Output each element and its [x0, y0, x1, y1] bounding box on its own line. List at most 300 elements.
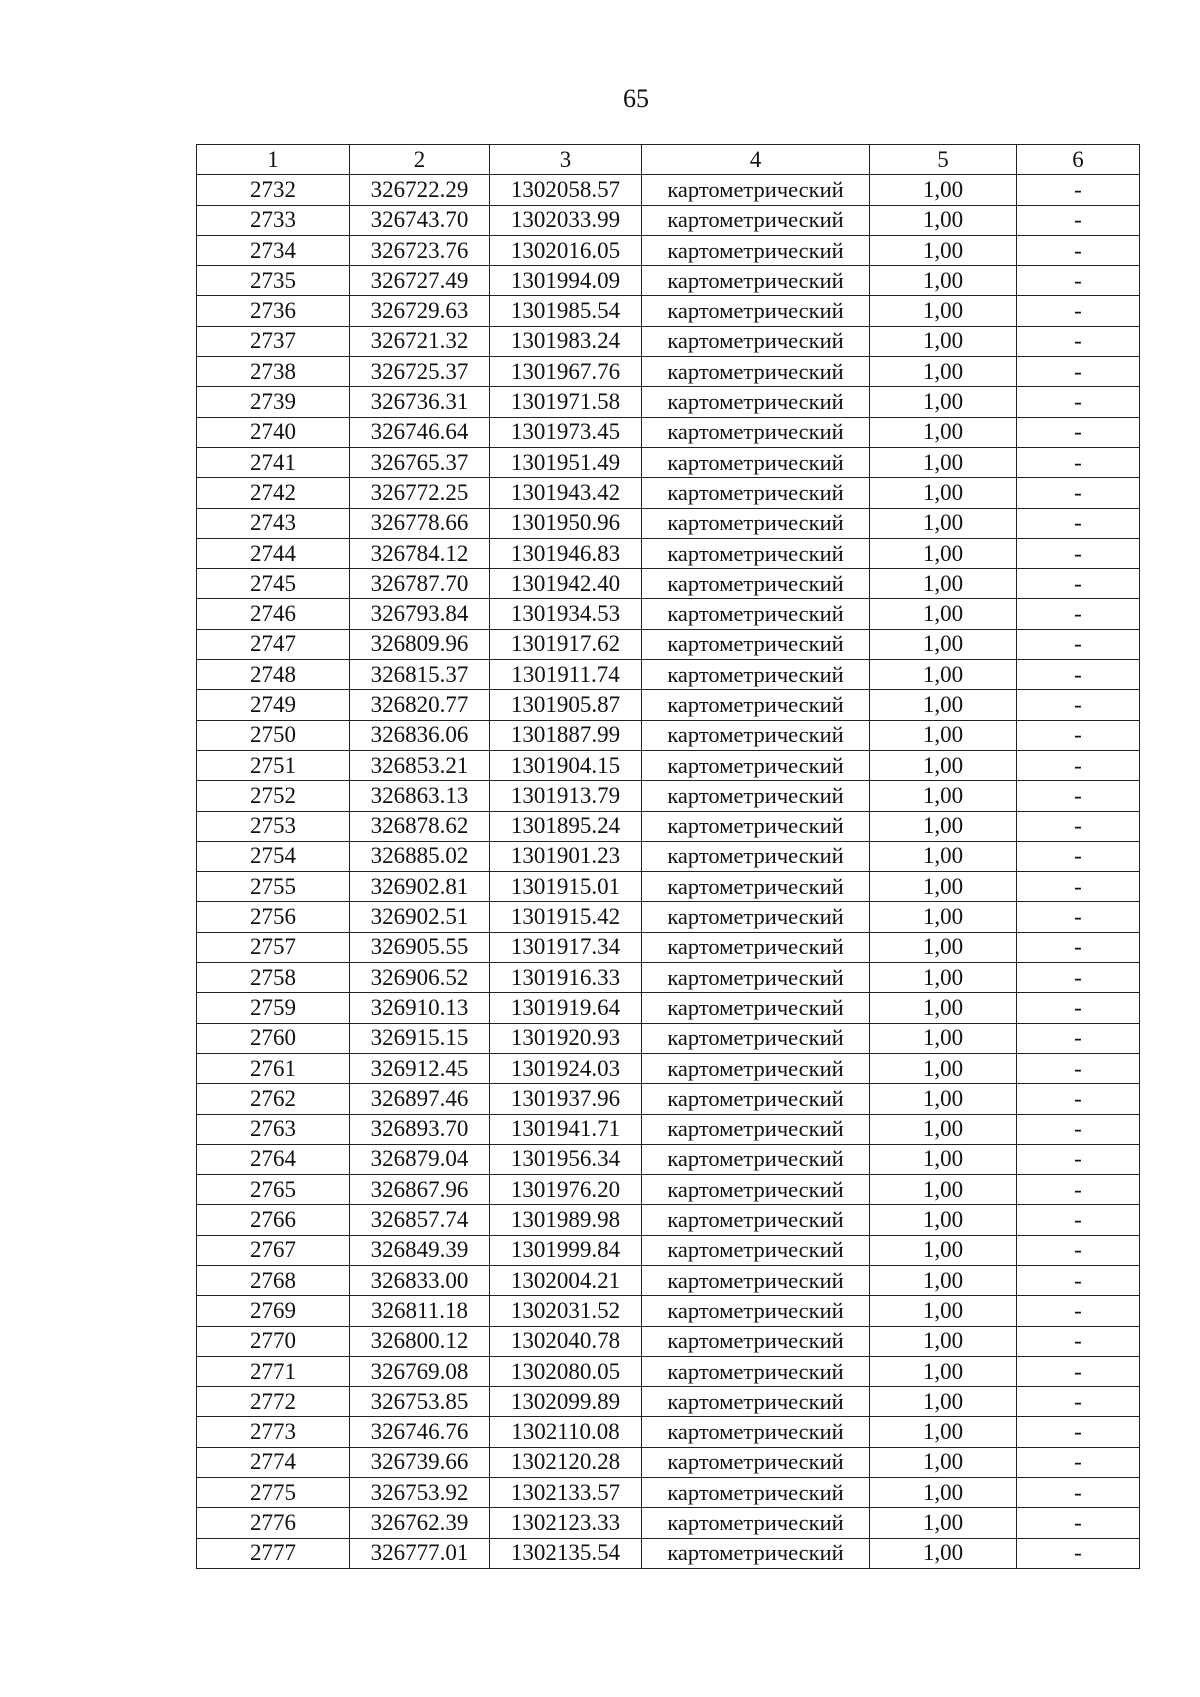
table-row — [197, 326, 1140, 356]
table-row — [197, 478, 1140, 508]
x-coordinate-cell: 326722.29 — [350, 175, 490, 205]
accuracy-cell: 1,00 — [870, 599, 1017, 629]
accuracy-cell: 1,00 — [870, 811, 1017, 841]
note-cell: - — [1017, 902, 1140, 932]
accuracy-cell: 1,00 — [870, 629, 1017, 659]
table-row — [197, 417, 1140, 447]
point-number-cell: 2732 — [197, 175, 350, 205]
table-body — [197, 175, 1140, 1569]
method-cell: картометрический — [642, 1417, 870, 1447]
method-cell: картометрический — [642, 1447, 870, 1477]
y-coordinate-cell: 1301917.34 — [490, 932, 642, 962]
method-cell: картометрический — [642, 1478, 870, 1508]
table-row — [197, 569, 1140, 599]
method-cell: картометрический — [642, 1205, 870, 1235]
y-coordinate-cell: 1301917.62 — [490, 629, 642, 659]
accuracy-cell: 1,00 — [870, 387, 1017, 417]
accuracy-cell: 1,00 — [870, 1538, 1017, 1568]
method-cell: картометрический — [642, 326, 870, 356]
x-coordinate-cell: 326853.21 — [350, 750, 490, 780]
point-number-cell: 2749 — [197, 690, 350, 720]
table-row — [197, 781, 1140, 811]
x-coordinate-cell: 326833.00 — [350, 1265, 490, 1295]
note-cell: - — [1017, 1235, 1140, 1265]
x-coordinate-cell: 326809.96 — [350, 629, 490, 659]
note-cell: - — [1017, 932, 1140, 962]
point-number-cell: 2752 — [197, 781, 350, 811]
point-number-cell: 2753 — [197, 811, 350, 841]
table-row — [197, 629, 1140, 659]
x-coordinate-cell: 326820.77 — [350, 690, 490, 720]
table-row — [197, 1144, 1140, 1174]
column-header-4: 4 — [642, 145, 870, 175]
method-cell: картометрический — [642, 1144, 870, 1174]
table-row — [197, 538, 1140, 568]
table-row — [197, 205, 1140, 235]
x-coordinate-cell: 326736.31 — [350, 387, 490, 417]
point-number-cell: 2748 — [197, 660, 350, 690]
method-cell: картометрический — [642, 1053, 870, 1083]
table-row — [197, 296, 1140, 326]
x-coordinate-cell: 326885.02 — [350, 841, 490, 871]
point-number-cell: 2776 — [197, 1508, 350, 1538]
y-coordinate-cell: 1301937.96 — [490, 1084, 642, 1114]
accuracy-cell: 1,00 — [870, 660, 1017, 690]
table-row — [197, 447, 1140, 477]
accuracy-cell: 1,00 — [870, 1175, 1017, 1205]
accuracy-cell: 1,00 — [870, 538, 1017, 568]
method-cell: картометрический — [642, 1084, 870, 1114]
method-cell: картометрический — [642, 1508, 870, 1538]
point-number-cell: 2756 — [197, 902, 350, 932]
table-row — [197, 235, 1140, 265]
method-cell: картометрический — [642, 993, 870, 1023]
y-coordinate-cell: 1301901.23 — [490, 841, 642, 871]
method-cell: картометрический — [642, 1387, 870, 1417]
y-coordinate-cell: 1301967.76 — [490, 357, 642, 387]
x-coordinate-cell: 326915.15 — [350, 1023, 490, 1053]
accuracy-cell: 1,00 — [870, 1084, 1017, 1114]
point-number-cell: 2760 — [197, 1023, 350, 1053]
note-cell: - — [1017, 326, 1140, 356]
note-cell: - — [1017, 1538, 1140, 1568]
y-coordinate-cell: 1302135.54 — [490, 1538, 642, 1568]
method-cell: картометрический — [642, 841, 870, 871]
method-cell: картометрический — [642, 781, 870, 811]
method-cell: картометрический — [642, 1296, 870, 1326]
method-cell: картометрический — [642, 205, 870, 235]
accuracy-cell: 1,00 — [870, 326, 1017, 356]
note-cell: - — [1017, 629, 1140, 659]
x-coordinate-cell: 326784.12 — [350, 538, 490, 568]
x-coordinate-cell: 326878.62 — [350, 811, 490, 841]
column-header-2: 2 — [350, 145, 490, 175]
method-cell: картометрический — [642, 478, 870, 508]
accuracy-cell: 1,00 — [870, 357, 1017, 387]
accuracy-cell: 1,00 — [870, 1023, 1017, 1053]
table-row — [197, 1478, 1140, 1508]
point-number-cell: 2754 — [197, 841, 350, 871]
note-cell: - — [1017, 963, 1140, 993]
accuracy-cell: 1,00 — [870, 1417, 1017, 1447]
note-cell: - — [1017, 993, 1140, 1023]
x-coordinate-cell: 326765.37 — [350, 447, 490, 477]
accuracy-cell: 1,00 — [870, 569, 1017, 599]
x-coordinate-cell: 326906.52 — [350, 963, 490, 993]
accuracy-cell: 1,00 — [870, 963, 1017, 993]
method-cell: картометрический — [642, 1023, 870, 1053]
note-cell: - — [1017, 811, 1140, 841]
x-coordinate-cell: 326811.18 — [350, 1296, 490, 1326]
point-number-cell: 2774 — [197, 1447, 350, 1477]
accuracy-cell: 1,00 — [870, 690, 1017, 720]
point-number-cell: 2746 — [197, 599, 350, 629]
x-coordinate-cell: 326777.01 — [350, 1538, 490, 1568]
y-coordinate-cell: 1301887.99 — [490, 720, 642, 750]
x-coordinate-cell: 326905.55 — [350, 932, 490, 962]
method-cell: картометрический — [642, 569, 870, 599]
point-number-cell: 2741 — [197, 447, 350, 477]
accuracy-cell: 1,00 — [870, 235, 1017, 265]
table-row — [197, 1356, 1140, 1386]
x-coordinate-cell: 326753.92 — [350, 1478, 490, 1508]
accuracy-cell: 1,00 — [870, 720, 1017, 750]
method-cell: картометрический — [642, 599, 870, 629]
table-row — [197, 660, 1140, 690]
coordinates-table — [196, 144, 1140, 1569]
accuracy-cell: 1,00 — [870, 417, 1017, 447]
point-number-cell: 2764 — [197, 1144, 350, 1174]
accuracy-cell: 1,00 — [870, 1326, 1017, 1356]
x-coordinate-cell: 326800.12 — [350, 1326, 490, 1356]
point-number-cell: 2744 — [197, 538, 350, 568]
x-coordinate-cell: 326727.49 — [350, 266, 490, 296]
note-cell: - — [1017, 1084, 1140, 1114]
note-cell: - — [1017, 1478, 1140, 1508]
y-coordinate-cell: 1302004.21 — [490, 1265, 642, 1295]
method-cell: картометрический — [642, 932, 870, 962]
y-coordinate-cell: 1301946.83 — [490, 538, 642, 568]
method-cell: картометрический — [642, 872, 870, 902]
y-coordinate-cell: 1301941.71 — [490, 1114, 642, 1144]
note-cell: - — [1017, 1447, 1140, 1477]
column-header-1: 1 — [197, 145, 350, 175]
x-coordinate-cell: 326867.96 — [350, 1175, 490, 1205]
accuracy-cell: 1,00 — [870, 902, 1017, 932]
y-coordinate-cell: 1301934.53 — [490, 599, 642, 629]
x-coordinate-cell: 326787.70 — [350, 569, 490, 599]
x-coordinate-cell: 326910.13 — [350, 993, 490, 1023]
point-number-cell: 2755 — [197, 872, 350, 902]
y-coordinate-cell: 1301905.87 — [490, 690, 642, 720]
point-number-cell: 2743 — [197, 508, 350, 538]
x-coordinate-cell: 326815.37 — [350, 660, 490, 690]
point-number-cell: 2740 — [197, 417, 350, 447]
point-number-cell: 2771 — [197, 1356, 350, 1386]
accuracy-cell: 1,00 — [870, 1144, 1017, 1174]
point-number-cell: 2739 — [197, 387, 350, 417]
point-number-cell: 2751 — [197, 750, 350, 780]
note-cell: - — [1017, 1053, 1140, 1083]
method-cell: картометрический — [642, 720, 870, 750]
page-number: 65 — [623, 84, 649, 113]
method-cell: картометрический — [642, 538, 870, 568]
table-row — [197, 872, 1140, 902]
accuracy-cell: 1,00 — [870, 1235, 1017, 1265]
x-coordinate-cell: 326725.37 — [350, 357, 490, 387]
x-coordinate-cell: 326721.32 — [350, 326, 490, 356]
table-row — [197, 1296, 1140, 1326]
note-cell: - — [1017, 235, 1140, 265]
accuracy-cell: 1,00 — [870, 1508, 1017, 1538]
point-number-cell: 2737 — [197, 326, 350, 356]
y-coordinate-cell: 1301942.40 — [490, 569, 642, 599]
method-cell: картометрический — [642, 1175, 870, 1205]
method-cell: картометрический — [642, 357, 870, 387]
accuracy-cell: 1,00 — [870, 750, 1017, 780]
accuracy-cell: 1,00 — [870, 932, 1017, 962]
point-number-cell: 2775 — [197, 1478, 350, 1508]
table-row — [197, 266, 1140, 296]
note-cell: - — [1017, 1356, 1140, 1386]
x-coordinate-cell: 326863.13 — [350, 781, 490, 811]
table-row — [197, 1447, 1140, 1477]
table-row — [197, 387, 1140, 417]
y-coordinate-cell: 1301919.64 — [490, 993, 642, 1023]
column-header-3: 3 — [490, 145, 642, 175]
y-coordinate-cell: 1301915.42 — [490, 902, 642, 932]
point-number-cell: 2736 — [197, 296, 350, 326]
point-number-cell: 2767 — [197, 1235, 350, 1265]
note-cell: - — [1017, 690, 1140, 720]
method-cell: картометрический — [642, 690, 870, 720]
note-cell: - — [1017, 175, 1140, 205]
y-coordinate-cell: 1302099.89 — [490, 1387, 642, 1417]
accuracy-cell: 1,00 — [870, 1114, 1017, 1144]
point-number-cell: 2747 — [197, 629, 350, 659]
table-row — [197, 1084, 1140, 1114]
note-cell: - — [1017, 1387, 1140, 1417]
y-coordinate-cell: 1301973.45 — [490, 417, 642, 447]
point-number-cell: 2745 — [197, 569, 350, 599]
method-cell: картометрический — [642, 1114, 870, 1144]
x-coordinate-cell: 326772.25 — [350, 478, 490, 508]
note-cell: - — [1017, 781, 1140, 811]
table-row — [197, 841, 1140, 871]
note-cell: - — [1017, 447, 1140, 477]
table-row — [197, 357, 1140, 387]
method-cell: картометрический — [642, 1265, 870, 1295]
point-number-cell: 2763 — [197, 1114, 350, 1144]
note-cell: - — [1017, 296, 1140, 326]
note-cell: - — [1017, 1023, 1140, 1053]
y-coordinate-cell: 1301956.34 — [490, 1144, 642, 1174]
y-coordinate-cell: 1302120.28 — [490, 1447, 642, 1477]
column-header-5: 5 — [870, 145, 1017, 175]
table-row — [197, 1205, 1140, 1235]
x-coordinate-cell: 326746.64 — [350, 417, 490, 447]
method-cell: картометрический — [642, 750, 870, 780]
y-coordinate-cell: 1301915.01 — [490, 872, 642, 902]
y-coordinate-cell: 1302016.05 — [490, 235, 642, 265]
accuracy-cell: 1,00 — [870, 508, 1017, 538]
note-cell: - — [1017, 720, 1140, 750]
table-row — [197, 508, 1140, 538]
y-coordinate-cell: 1301904.15 — [490, 750, 642, 780]
table-row — [197, 1235, 1140, 1265]
y-coordinate-cell: 1301989.98 — [490, 1205, 642, 1235]
point-number-cell: 2733 — [197, 205, 350, 235]
accuracy-cell: 1,00 — [870, 1387, 1017, 1417]
point-number-cell: 2742 — [197, 478, 350, 508]
point-number-cell: 2762 — [197, 1084, 350, 1114]
y-coordinate-cell: 1302040.78 — [490, 1326, 642, 1356]
note-cell: - — [1017, 1205, 1140, 1235]
accuracy-cell: 1,00 — [870, 478, 1017, 508]
note-cell: - — [1017, 508, 1140, 538]
accuracy-cell: 1,00 — [870, 841, 1017, 871]
table-row — [197, 720, 1140, 750]
method-cell: картометрический — [642, 1235, 870, 1265]
accuracy-cell: 1,00 — [870, 1265, 1017, 1295]
point-number-cell: 2750 — [197, 720, 350, 750]
table-row — [197, 963, 1140, 993]
note-cell: - — [1017, 1417, 1140, 1447]
y-coordinate-cell: 1301916.33 — [490, 963, 642, 993]
method-cell: картометрический — [642, 1356, 870, 1386]
note-cell: - — [1017, 1326, 1140, 1356]
note-cell: - — [1017, 1144, 1140, 1174]
table-row — [197, 1508, 1140, 1538]
table-row — [197, 690, 1140, 720]
point-number-cell: 2738 — [197, 357, 350, 387]
x-coordinate-cell: 326769.08 — [350, 1356, 490, 1386]
table-row — [197, 1387, 1140, 1417]
table-header-row — [197, 145, 1140, 175]
accuracy-cell: 1,00 — [870, 1205, 1017, 1235]
method-cell: картометрический — [642, 963, 870, 993]
accuracy-cell: 1,00 — [870, 175, 1017, 205]
x-coordinate-cell: 326849.39 — [350, 1235, 490, 1265]
accuracy-cell: 1,00 — [870, 266, 1017, 296]
note-cell: - — [1017, 1175, 1140, 1205]
note-cell: - — [1017, 387, 1140, 417]
x-coordinate-cell: 326753.85 — [350, 1387, 490, 1417]
x-coordinate-cell: 326729.63 — [350, 296, 490, 326]
note-cell: - — [1017, 1265, 1140, 1295]
method-cell: картометрический — [642, 508, 870, 538]
method-cell: картометрический — [642, 235, 870, 265]
point-number-cell: 2757 — [197, 932, 350, 962]
y-coordinate-cell: 1302123.33 — [490, 1508, 642, 1538]
accuracy-cell: 1,00 — [870, 1053, 1017, 1083]
accuracy-cell: 1,00 — [870, 781, 1017, 811]
table-row — [197, 1053, 1140, 1083]
note-cell: - — [1017, 538, 1140, 568]
y-coordinate-cell: 1301920.93 — [490, 1023, 642, 1053]
x-coordinate-cell: 326739.66 — [350, 1447, 490, 1477]
point-number-cell: 2734 — [197, 235, 350, 265]
table-row — [197, 750, 1140, 780]
point-number-cell: 2765 — [197, 1175, 350, 1205]
y-coordinate-cell: 1301994.09 — [490, 266, 642, 296]
y-coordinate-cell: 1301999.84 — [490, 1235, 642, 1265]
point-number-cell: 2758 — [197, 963, 350, 993]
y-coordinate-cell: 1301985.54 — [490, 296, 642, 326]
table-row — [197, 1023, 1140, 1053]
accuracy-cell: 1,00 — [870, 1356, 1017, 1386]
y-coordinate-cell: 1301943.42 — [490, 478, 642, 508]
table-row — [197, 902, 1140, 932]
method-cell: картометрический — [642, 387, 870, 417]
table-row — [197, 1114, 1140, 1144]
accuracy-cell: 1,00 — [870, 872, 1017, 902]
y-coordinate-cell: 1302058.57 — [490, 175, 642, 205]
x-coordinate-cell: 326836.06 — [350, 720, 490, 750]
y-coordinate-cell: 1302110.08 — [490, 1417, 642, 1447]
method-cell: картометрический — [642, 629, 870, 659]
method-cell: картометрический — [642, 266, 870, 296]
note-cell: - — [1017, 1114, 1140, 1144]
note-cell: - — [1017, 569, 1140, 599]
note-cell: - — [1017, 660, 1140, 690]
y-coordinate-cell: 1302133.57 — [490, 1478, 642, 1508]
x-coordinate-cell: 326762.39 — [350, 1508, 490, 1538]
x-coordinate-cell: 326723.76 — [350, 235, 490, 265]
method-cell: картометрический — [642, 417, 870, 447]
method-cell: картометрический — [642, 1538, 870, 1568]
y-coordinate-cell: 1302080.05 — [490, 1356, 642, 1386]
accuracy-cell: 1,00 — [870, 205, 1017, 235]
point-number-cell: 2759 — [197, 993, 350, 1023]
note-cell: - — [1017, 1508, 1140, 1538]
table-row — [197, 932, 1140, 962]
y-coordinate-cell: 1301983.24 — [490, 326, 642, 356]
y-coordinate-cell: 1301976.20 — [490, 1175, 642, 1205]
table-row — [197, 1265, 1140, 1295]
y-coordinate-cell: 1302033.99 — [490, 205, 642, 235]
y-coordinate-cell: 1301913.79 — [490, 781, 642, 811]
note-cell: - — [1017, 266, 1140, 296]
x-coordinate-cell: 326857.74 — [350, 1205, 490, 1235]
table-row — [197, 1417, 1140, 1447]
x-coordinate-cell: 326897.46 — [350, 1084, 490, 1114]
point-number-cell: 2769 — [197, 1296, 350, 1326]
x-coordinate-cell: 326778.66 — [350, 508, 490, 538]
note-cell: - — [1017, 750, 1140, 780]
table-row — [197, 175, 1140, 205]
note-cell: - — [1017, 357, 1140, 387]
method-cell: картометрический — [642, 296, 870, 326]
x-coordinate-cell: 326746.76 — [350, 1417, 490, 1447]
y-coordinate-cell: 1301971.58 — [490, 387, 642, 417]
table-row — [197, 993, 1140, 1023]
point-number-cell: 2761 — [197, 1053, 350, 1083]
method-cell: картометрический — [642, 811, 870, 841]
y-coordinate-cell: 1301950.96 — [490, 508, 642, 538]
point-number-cell: 2768 — [197, 1265, 350, 1295]
y-coordinate-cell: 1301924.03 — [490, 1053, 642, 1083]
method-cell: картометрический — [642, 902, 870, 932]
x-coordinate-cell: 326879.04 — [350, 1144, 490, 1174]
note-cell: - — [1017, 872, 1140, 902]
method-cell: картометрический — [642, 447, 870, 477]
x-coordinate-cell: 326902.51 — [350, 902, 490, 932]
note-cell: - — [1017, 478, 1140, 508]
accuracy-cell: 1,00 — [870, 993, 1017, 1023]
accuracy-cell: 1,00 — [870, 1447, 1017, 1477]
note-cell: - — [1017, 1296, 1140, 1326]
